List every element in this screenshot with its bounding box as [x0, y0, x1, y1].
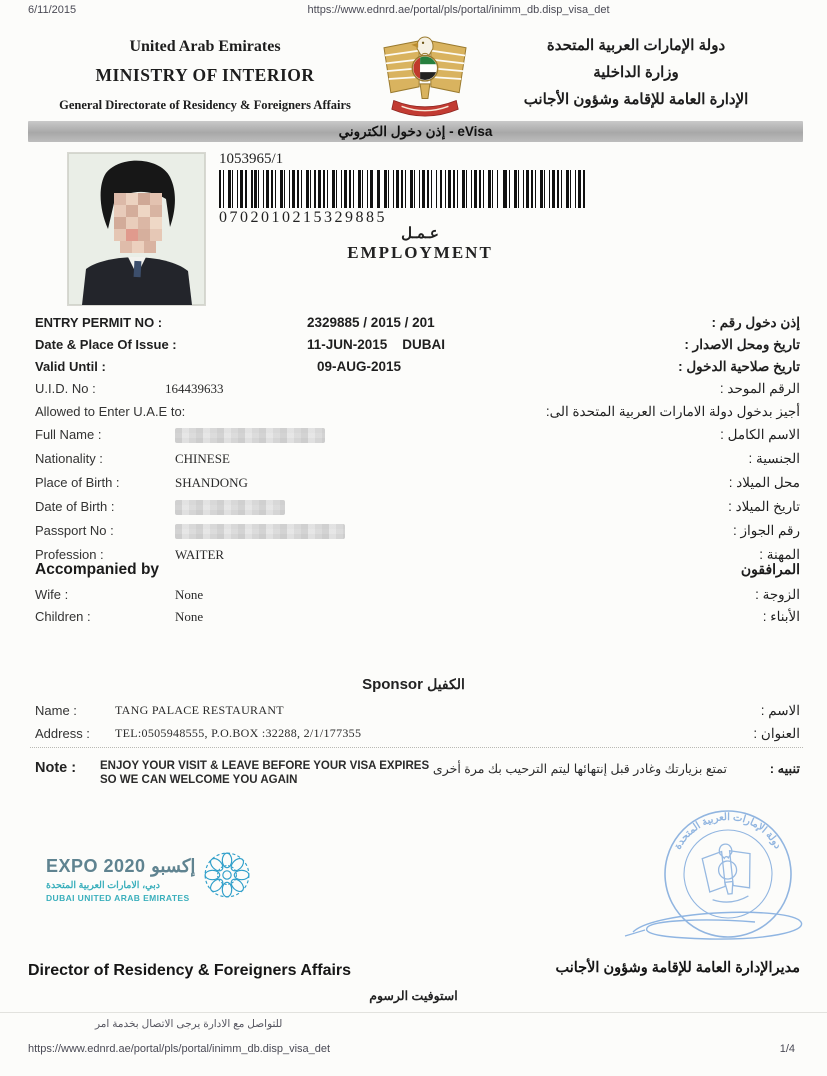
field-value: 164439633	[165, 381, 224, 396]
contact-note-ar: للتواصل مع الادارة يرجى الاتصال بخدمة امر	[95, 1018, 283, 1030]
director-title-ar: مديرالإدارة العامة للإقامة وشؤون الأجانب	[555, 960, 800, 976]
fees-collected-ar: استوفيت الرسوم	[369, 989, 458, 1003]
note-divider	[30, 747, 803, 748]
country-name-en: United Arab Emirates	[129, 38, 281, 55]
ministry-name-ar: وزارة الداخلية	[593, 64, 679, 81]
note-text-en: ENJOY YOUR VISIT & LEAVE BEFORE YOUR VISA EXPIRES SO WE CAN WELCOME YOU AGAIN	[100, 760, 430, 786]
field-label-arabic: الزوجة :	[755, 587, 800, 602]
note-text-ar: تمتع بزيارتك وغادر قبل إنتهائها ليتم الترحيب بك مرة أخرى	[432, 762, 727, 776]
field-row-valid-until	[35, 359, 800, 379]
field-label: Profession :	[35, 547, 104, 562]
visa-type-english: EMPLOYMENT	[347, 243, 493, 262]
print-date: 6/11/2015	[28, 4, 77, 16]
barcode	[219, 170, 585, 208]
field-label-arabic: الجنسية :	[748, 451, 800, 466]
field-label-arabic: أجيز بدخول دولة الامارات العربية المتحدة الى:	[545, 404, 800, 419]
sponsor-header	[0, 676, 827, 693]
field-label: Children :	[35, 609, 91, 624]
director-title-en: Director of Residency & Foreigners Affairs	[28, 962, 352, 979]
field-row-uid-no	[35, 381, 800, 401]
accompanied-by-header-ar: المرافقون	[740, 561, 800, 577]
field-row-wife	[35, 587, 800, 607]
field-row-date-place-of-issue	[35, 337, 800, 357]
expo-logo-subtitle-ar: دبي، الامارات العربية المتحدة	[46, 880, 160, 891]
directorate-name-ar: الإدارة العامة للإقامة وشؤون الأجانب	[523, 91, 749, 108]
field-row-full-name	[35, 427, 800, 447]
ministry-name-en: MINISTRY OF INTERIOR	[95, 65, 315, 85]
field-row-entry-permit-no	[35, 315, 800, 335]
print-url: https://www.ednrd.ae/portal/pls/portal/inimm_db.disp_visa_det	[307, 4, 610, 16]
sponsor-header-en: Sponsor	[362, 676, 423, 693]
field-label: ENTRY PERMIT NO :	[35, 315, 163, 330]
field-label: Allowed to Enter U.A.E to:	[35, 404, 186, 419]
field-label: Address :	[35, 726, 90, 741]
redacted-value	[175, 524, 345, 539]
field-row-place-of-birth	[35, 475, 800, 495]
applicant-photo	[68, 153, 205, 305]
footer-page-number: 1/4	[779, 1043, 795, 1055]
redacted-value	[175, 500, 285, 515]
field-row-nationality	[35, 451, 800, 471]
barcode-number: 0702010215329885	[219, 209, 387, 226]
expo-logo-title: EXPO 2020 إكسبو	[46, 856, 196, 876]
field-row-sponsor-address	[35, 726, 800, 746]
field-label: U.I.D. No :	[35, 381, 96, 396]
field-label: Name :	[35, 703, 77, 718]
field-value: None	[175, 587, 204, 602]
field-label-arabic: الأبناء :	[762, 609, 800, 624]
uae-falcon-emblem-icon	[374, 36, 476, 120]
field-label-arabic: العنوان :	[753, 726, 800, 741]
sponsor-header-ar: الكفيل	[427, 676, 465, 692]
field-label: Wife :	[35, 587, 69, 602]
visa-fields	[35, 315, 800, 567]
field-label-arabic: محل الميلاد :	[728, 475, 800, 490]
field-row-allowed-to-enter	[35, 404, 800, 424]
field-value: None	[175, 609, 204, 624]
field-label-arabic: الاسم الكامل :	[720, 427, 800, 442]
directorate-name-en: General Directorate of Residency & Foreigners Affairs	[59, 98, 351, 112]
field-value: TANG PALACE RESTAURANT	[115, 703, 284, 717]
ministry-header-arabic	[471, 36, 801, 117]
field-value: TEL:0505948555, P.O.BOX :32288, 2/1/177355	[115, 726, 362, 740]
field-label: Nationality :	[35, 451, 103, 466]
ministry-header-english	[36, 38, 374, 113]
country-name-ar: دولة الإمارات العربية المتحدة	[546, 37, 726, 54]
field-label-arabic: إذن دخول رقم :	[711, 315, 800, 330]
field-label: Full Name :	[35, 427, 102, 442]
field-value: 2329885 / 2015 / 201	[307, 315, 435, 330]
expo-logo-subtitle-en: DUBAI UNITED ARAB EMIRATES	[46, 893, 190, 903]
field-label-arabic: رقم الجواز :	[732, 523, 800, 538]
field-label-arabic: الاسم :	[760, 703, 800, 718]
stamp-text-ar: دولة الإمارات العربية المتحدة	[672, 811, 784, 852]
field-value: 11-JUN-2015 DUBAI	[307, 337, 446, 352]
field-label: Passport No :	[35, 523, 114, 538]
note-label-en: Note :	[35, 760, 77, 776]
accompanied-by-header-en: Accompanied by	[35, 561, 160, 578]
redacted-value	[175, 428, 325, 443]
note-label-ar: تنبيه :	[769, 761, 800, 776]
expo-flower-icon	[202, 850, 252, 900]
permit-serial: 1053965/1	[219, 151, 284, 167]
field-row-sponsor-name	[35, 703, 800, 723]
signature	[615, 902, 820, 950]
field-label-arabic: الرقم الموحد :	[719, 381, 800, 396]
field-label-arabic: المهنة :	[759, 547, 800, 562]
evisa-title-banner: إذن دخول الكتروني - eVisa	[28, 121, 803, 142]
visa-type-arabic: عـمـل	[401, 225, 439, 242]
field-label-arabic: تاريخ صلاحية الدخول :	[678, 359, 800, 374]
footer-url: https://www.ednrd.ae/portal/pls/portal/inimm_db.disp_visa_det	[28, 1043, 331, 1055]
field-row-children	[35, 609, 800, 629]
field-label-arabic: تاريخ الميلاد :	[728, 499, 800, 514]
field-row-passport-no	[35, 523, 800, 543]
field-label: Date of Birth :	[35, 499, 115, 514]
field-label: Place of Birth :	[35, 475, 120, 490]
field-label: Valid Until :	[35, 359, 106, 374]
field-label: Date & Place Of Issue :	[35, 337, 177, 352]
field-value: 09-AUG-2015	[317, 359, 402, 374]
field-row-date-of-birth	[35, 499, 800, 519]
footer-divider	[0, 1012, 827, 1013]
field-label-arabic: تاريخ ومحل الاصدار :	[684, 337, 800, 352]
field-value: CHINESE	[175, 451, 230, 466]
field-value: WAITER	[175, 547, 225, 562]
expo-2020-logo	[46, 846, 252, 924]
field-value: SHANDONG	[175, 475, 248, 490]
